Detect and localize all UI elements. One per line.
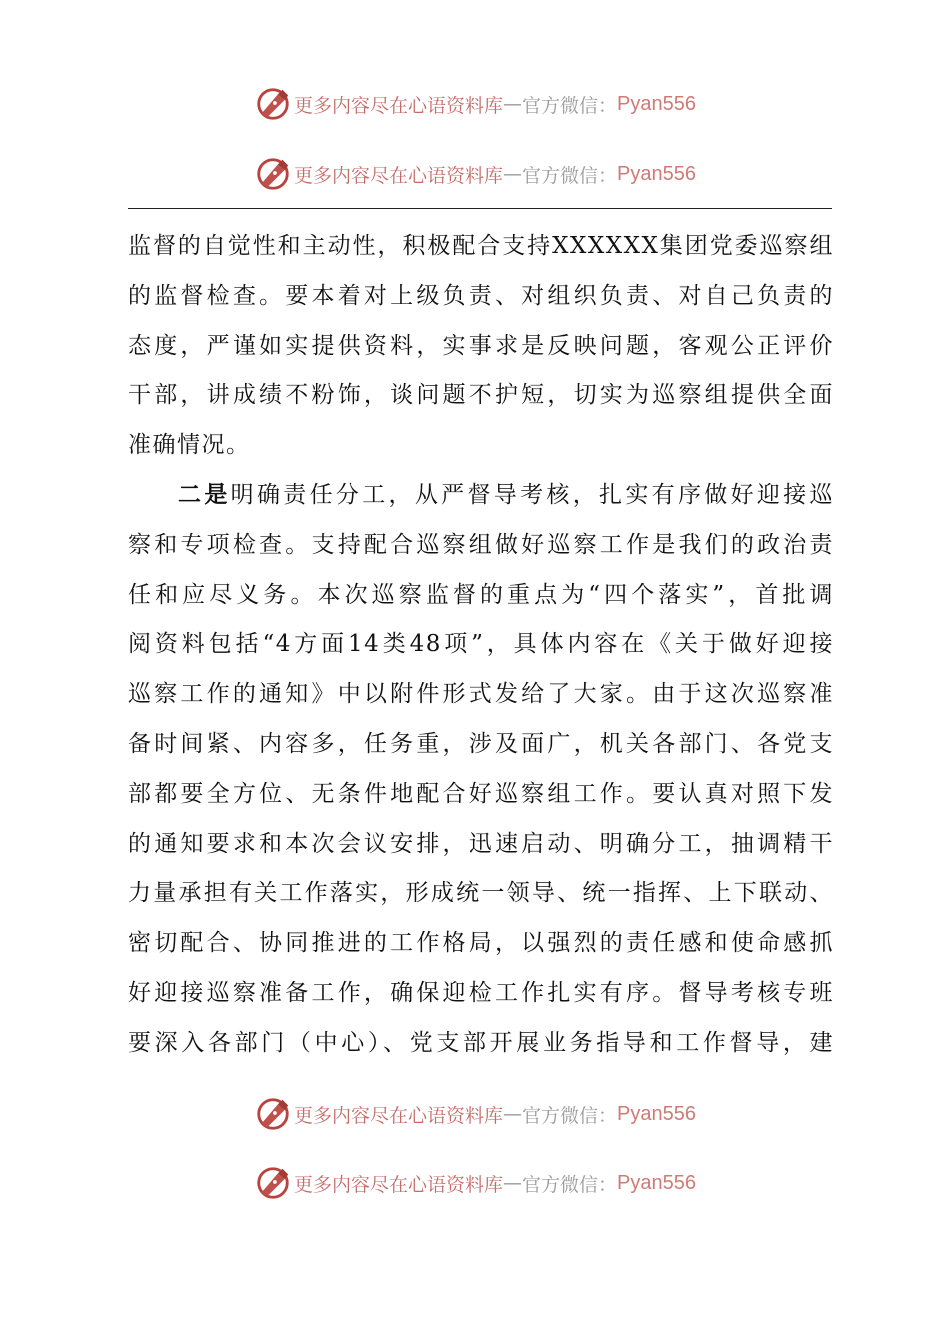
banner-dash: — (503, 163, 523, 185)
lead-label: 二是 (178, 481, 231, 508)
text-line: 监督的自觉性和主动性，积极配合支持XXXXXX集团党委巡察组 (128, 233, 834, 259)
watermark-banner (0, 1163, 950, 1203)
text-line: 巡察工作的通知》中以附件形式发给了大家。由于这次巡察准 (128, 681, 834, 708)
banner-title: 更多内容尽在心语资料库 (294, 1104, 504, 1127)
text-line: 任和应尽义务。本次巡察监督的重点为“四个落实”，首批调 (128, 581, 834, 608)
pen-nib-logo-icon (254, 1164, 292, 1202)
text-line: 力量承担有关工作落实，形成统一领导、统一指挥、上下联动、 (128, 880, 834, 907)
text-line: 察和专项检查。支持配合巡察组做好巡察工作是我们的政治责 (128, 531, 834, 558)
pen-nib-logo-icon (254, 1095, 292, 1133)
banner-wechat-label: 官方微信： (522, 164, 618, 187)
text-line: 备时间紧、内容多，任务重，涉及面广，机关各部门、各党支 (128, 730, 834, 757)
banner-dash: — (503, 1103, 523, 1125)
text-line: 部都要全方位、无条件地配合好巡察组工作。要认真对照下发 (128, 780, 834, 807)
banner-dash: — (503, 93, 523, 115)
watermark-banner (0, 154, 950, 194)
banner-title: 更多内容尽在心语资料库 (294, 1173, 504, 1196)
banner-title: 更多内容尽在心语资料库 (294, 94, 504, 117)
text-line: 密切配合、协同推进的工作格局，以强烈的责任感和使命感抓 (128, 930, 834, 957)
document-body (128, 222, 834, 1069)
paragraph-1 (128, 222, 834, 471)
text-line: 的通知要求和本次会议安排，迅速启动、明确分工，抽调精干 (128, 830, 834, 857)
pen-nib-logo-icon (254, 155, 292, 193)
header-divider (128, 208, 832, 209)
paragraph-2 (128, 471, 834, 1069)
banner-wechat-id: Pyan556 (617, 162, 696, 185)
banner-wechat-label: 官方微信： (522, 94, 618, 117)
lead-text: 明确责任分工，从严督导考核，扎实有序做好迎接巡 (230, 481, 834, 508)
text-line: 的监督检查。要本着对上级负责、对组织负责、对自己负责的 (128, 282, 834, 309)
pen-nib-logo-icon (254, 85, 292, 123)
banner-wechat-id: Pyan556 (617, 1171, 696, 1194)
banner-wechat-label: 官方微信： (522, 1104, 618, 1127)
text-line: 准确情况。 (128, 432, 251, 459)
banner-wechat-id: Pyan556 (617, 92, 696, 115)
banner-dash: — (503, 1172, 523, 1194)
text-line: 要深入各部门（中心）、党支部开展业务指导和工作督导，建 (128, 1029, 834, 1056)
watermark-banner (0, 1094, 950, 1134)
banner-title: 更多内容尽在心语资料库 (294, 164, 504, 187)
text-line: 好迎接巡察准备工作，确保迎检工作扎实有序。督导考核专班 (128, 979, 834, 1006)
watermark-banner (0, 84, 950, 124)
text-line: 态度，严谨如实提供资料，实事求是反映问题，客观公正评价 (128, 332, 834, 359)
text-line: 干部，讲成绩不粉饰，谈问题不护短，切实为巡察组提供全面 (128, 382, 834, 409)
text-line-first (128, 471, 834, 521)
banner-wechat-id: Pyan556 (617, 1102, 696, 1125)
text-line: 阅资料包括“4方面14类48项”，具体内容在《关于做好迎接 (128, 631, 834, 658)
banner-wechat-label: 官方微信： (522, 1173, 618, 1196)
